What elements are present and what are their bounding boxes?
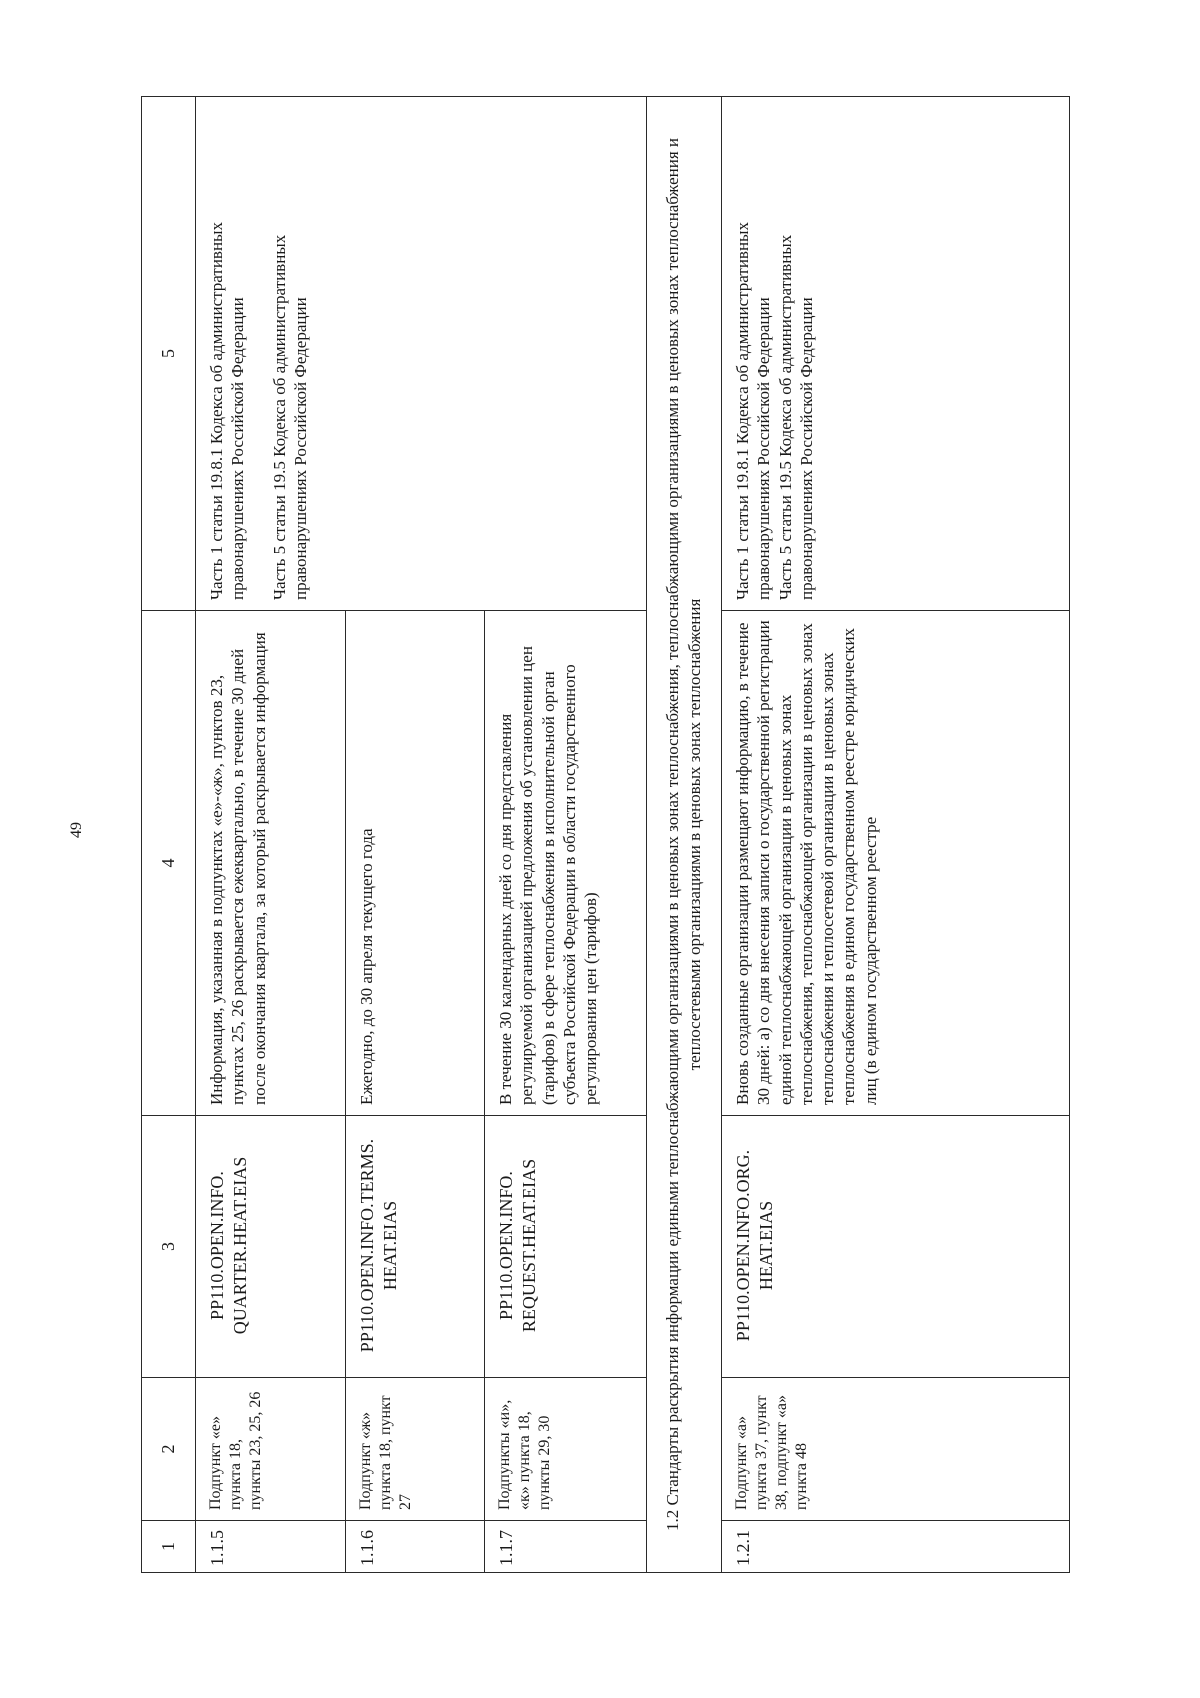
normative-basis: Подпункт «ж» пункта 18, пункт 27 xyxy=(346,1378,485,1521)
row-number: 1.1.5 xyxy=(196,1521,346,1573)
row-number: 1.2.1 xyxy=(722,1521,1070,1573)
row-number: 1.1.6 xyxy=(346,1521,485,1573)
liability-text-1: Часть 1 статьи 19.8.1 Кодекса об административных правонарушениях Российской Федерации xyxy=(733,222,774,600)
rotated-table-wrapper xyxy=(141,97,1069,1573)
liability-text-1: Часть 1 статьи 19.8.1 Кодекса об административных правонарушениях Российской Федерации xyxy=(207,222,248,600)
normative-basis: Подпункт «а» пункта 37, пункт 38, подпункт «а» пункта 48 xyxy=(722,1378,1070,1521)
disclosure-terms: В течение 30 календарных дней со дня представления регулируемой организацией предложения об установлении цен (тарифов) в сфере теплоснабжения в исполнительной орган субъекта Российской Федерации в области государственного регулирования цен (тарифов) xyxy=(485,611,647,1116)
liability-text-2: Часть 5 статьи 19.5 Кодекса об административных правонарушениях Российской Федерации xyxy=(775,234,816,600)
disclosure-terms: Вновь созданные организации размещают информацию, в течение 30 дней: а) со дня внесения записи о государственной регистрации единой теплоснабжающей организации в ценовых зонах теплоснабжения, теплоснабжающей организации в ценовых зонах теплоснабжения и теплосетевой организации в ценовых зонах теплоснабжения в едином государственном реестре юридических лиц (в едином государственном реестре xyxy=(722,611,1070,1116)
disclosure-terms: Ежегодно, до 30 апреля текущего года xyxy=(346,611,485,1116)
form-code: PP110.OPEN.INFO.TERMS. HEAT.EIAS xyxy=(346,1116,485,1378)
form-code: PP110.OPEN.INFO. QUARTER.HEAT.EIAS xyxy=(196,1116,346,1378)
column-number-5: 5 xyxy=(142,97,196,611)
section-heading-row xyxy=(647,97,722,1573)
page-number: 49 xyxy=(68,822,85,838)
disclosure-standards-table xyxy=(141,96,1070,1573)
liability-text-2: Часть 5 статьи 19.5 Кодекса об административных правонарушениях Российской Федерации xyxy=(269,234,310,600)
column-number-1: 1 xyxy=(142,1521,196,1573)
column-number-2: 2 xyxy=(142,1378,196,1521)
section-heading: 1.2 Стандарты раскрытия информации едиными теплоснабжающими организациями в ценовых зонах теплоснабжения, теплоснабжающими организациями в ценовых зонах теплоснабжения и теплосетевыми организациями в ценовых зонах теплоснабжения xyxy=(647,97,722,1573)
column-number-4: 4 xyxy=(142,611,196,1116)
disclosure-terms: Информация, указанная в подпунктах «е»-«ж», пунктов 23, пунктах 25, 26 раскрывается ежеквартально, в течение 30 дней после окончания квартала, за который раскрывается информация xyxy=(196,611,346,1116)
normative-basis: Подпункты «и», «к» пункта 18, пункты 29, 30 xyxy=(485,1378,647,1521)
table-container xyxy=(141,97,1069,1573)
form-code: PP110.OPEN.INFO.ORG. HEAT.EIAS xyxy=(722,1116,1070,1378)
row-number: 1.1.7 xyxy=(485,1521,647,1573)
liability-cell xyxy=(722,97,1070,611)
liability-cell xyxy=(196,97,647,611)
normative-basis: Подпункт «е» пункта 18, пункты 23, 25, 26 xyxy=(196,1378,346,1521)
column-number-3: 3 xyxy=(142,1116,196,1378)
table-row-1-2-1 xyxy=(722,97,1070,1573)
form-code: PP110.OPEN.INFO. REQUEST.HEAT.EIAS xyxy=(485,1116,647,1378)
table-row-1-1-5 xyxy=(196,97,346,1573)
column-number-row xyxy=(142,97,196,1573)
